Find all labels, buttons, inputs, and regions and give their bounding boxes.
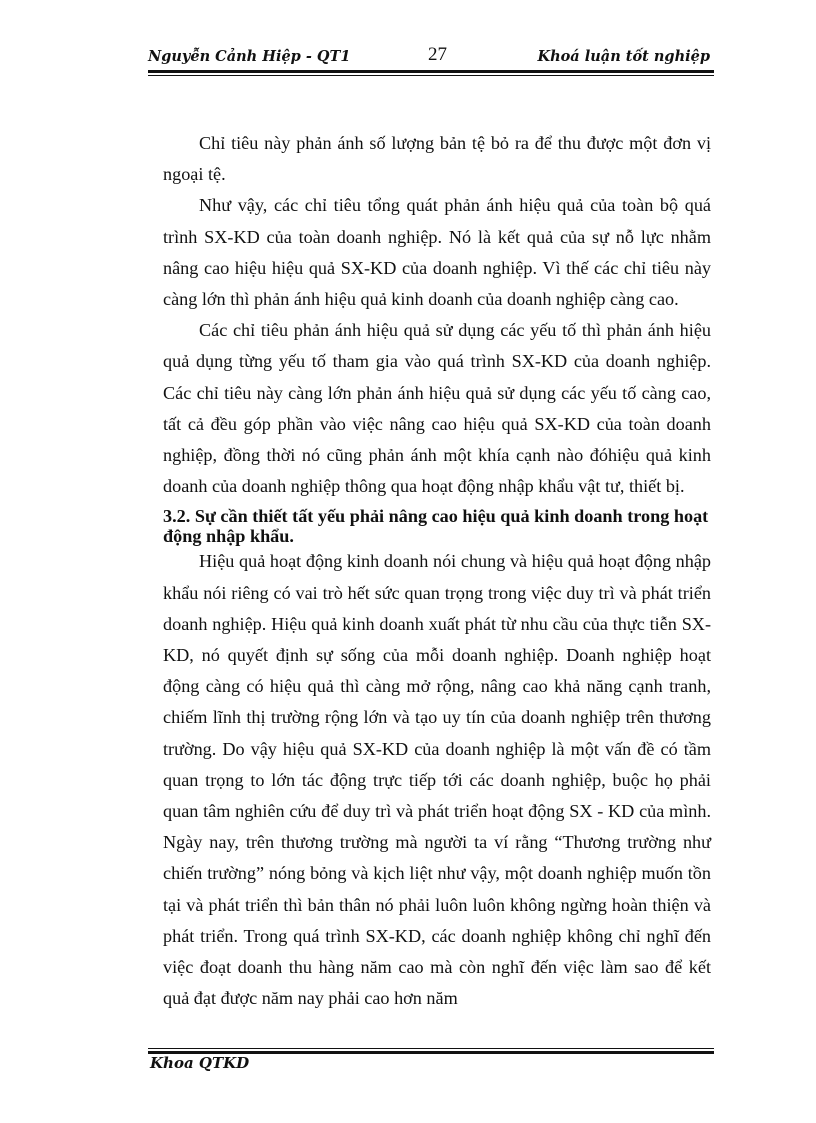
header-thesis-type: Khoá luận tốt nghiệp: [537, 48, 710, 65]
body-paragraph: Như vậy, các chỉ tiêu tổng quát phản ánh hiệu quả của toàn bộ quá trình SX-KD của toàn doanh nghiệp. Nó là kết quả của sự nỗ lực nhằm nâng cao hiệu hiệu quả SX-KD của doanh nghiệp. Vì thế các chỉ tiêu này càng lớn thì phản ánh hiệu quả kinh doanh của doanh nghiệp càng cao.: [163, 195, 711, 310]
body-paragraph: Các chỉ tiêu phản ánh hiệu quả sử dụng các yếu tố thì phản ánh hiệu quả dụng từng yếu tố tham gia vào quá trình SX-KD của doanh nghiệp. Các chỉ tiêu này càng lớn phản ánh hiệu quả sử dụng các yếu tố càng cao, tất cả đều góp phần vào việc nâng cao hiệu quả SX-KD của toàn doanh nghiệp, đồng thời nó cũng phản ánh một khía cạnh nào đóhiệu quả kinh doanh của doanh nghiệp thông qua hoạt động nhập khẩu vật tư, thiết bị.: [163, 320, 711, 497]
page-number: 27: [428, 44, 447, 65]
header-rule: [148, 70, 714, 76]
body-paragraph: Chỉ tiêu này phản ánh số lượng bản tệ bỏ ra để thu được một đơn vị ngoại tệ.: [163, 133, 711, 185]
header-author: Nguyễn Cảnh Hiệp - QT1: [148, 48, 351, 65]
body-paragraph: Hiệu quả hoạt động kinh doanh nói chung và hiệu quả hoạt động nhập khẩu nói riêng có vai trò hết sức quan trọng trong việc duy trì và phát triển doanh nghiệp. Hiệu quả kinh doanh xuất phát từ nhu cầu của thực tiễn SX-KD, nó quyết định sự sống của mỗi doanh nghiệp. Doanh nghiệp hoạt động càng có hiệu quả thì càng mở rộng, nâng cao khả năng cạnh tranh, chiếm lĩnh thị trường rộng lớn và tạo uy tín của doanh nghiệp trên thương trường. Do vậy hiệu quả SX-KD của doanh nghiệp là một vấn đề có tầm quan trọng to lớn tác động trực tiếp tới các doanh nghiệp, buộc họ phải quan tâm nghiên cứu để duy trì và phát triển hoạt động SX - KD của mình. Ngày nay, trên thương trường mà người ta ví rằng “Thương trường như chiến trường” nóng bỏng và kịch liệt như vậy, một doanh nghiệp muốn tồn tại và phát triển thì bản thân nó phải luôn luôn không ngừng hoàn thiện và phát triển. Trong quá trình SX-KD, các doanh nghiệp không chỉ nghĩ đến việc đoạt doanh thu hàng năm cao mà còn nghĩ đến việc làm sao để kết quả đạt được năm nay phải cao hơn năm: [163, 551, 711, 1009]
footer-department: Khoa QTKD: [150, 1054, 250, 1072]
page-body: [163, 128, 711, 1014]
section-heading: 3.2. Sự cần thiết tất yếu phải nâng cao hiệu quả kinh doanh trong hoạt động nhập khẩu.: [163, 506, 709, 547]
